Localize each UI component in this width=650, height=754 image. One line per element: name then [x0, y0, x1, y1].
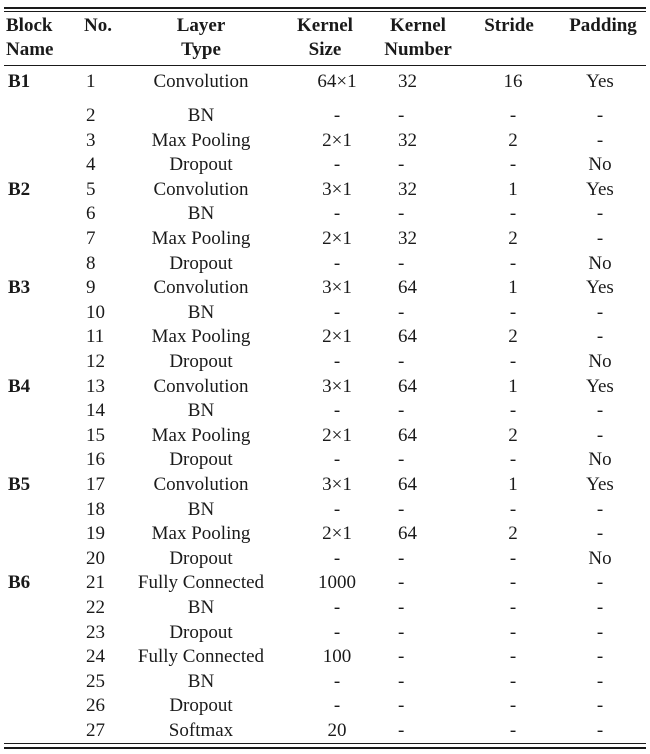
stride-cell: 2 [508, 129, 518, 151]
table-row [0, 129, 650, 153]
kernel-size-cell: - [333, 351, 341, 372]
table-row [0, 473, 650, 497]
block-name-cell: B4 [8, 375, 31, 397]
table-row [0, 670, 650, 694]
stride-cell: - [509, 400, 517, 422]
layer-no-cell: 3 [86, 129, 96, 151]
stride-cell: - [509, 449, 517, 471]
table-row [0, 719, 650, 743]
table-row [0, 571, 650, 595]
layer-no-cell: 16 [86, 449, 105, 471]
stride-cell: 1 [508, 474, 518, 495]
stride-cell: - [509, 105, 517, 126]
block-name-cell: B3 [8, 277, 31, 299]
layer-type-cell: BN [187, 301, 215, 323]
layer-no-cell: 12 [86, 351, 105, 372]
kernel-size-cell: 2×1 [322, 326, 352, 348]
stride-cell: - [509, 154, 517, 176]
header-kernel-number-line1: Kernel [390, 15, 446, 36]
layer-type-cell: BN [187, 597, 215, 618]
layer-no-cell: 6 [86, 203, 96, 225]
block-name-cell [8, 227, 68, 251]
layer-type-cell: Dropout [169, 695, 233, 717]
top-rule-inner [4, 11, 646, 12]
table-row [0, 301, 650, 325]
table-row [0, 498, 650, 522]
stride-cell: - [509, 547, 517, 569]
kernel-size-cell: - [333, 400, 341, 422]
layer-type-cell: Dropout [169, 252, 233, 274]
layer-type-cell: Dropout [169, 449, 233, 471]
padding-cell: - [596, 326, 604, 348]
kernel-size-cell: 3×1 [322, 474, 352, 495]
stride-cell: - [509, 301, 517, 323]
table-row [0, 694, 650, 718]
header-rule [4, 65, 646, 66]
layer-no-cell: 23 [86, 621, 105, 643]
layer-type-cell: Convolution [153, 277, 249, 299]
padding-cell: Yes [586, 474, 614, 495]
layer-no-cell: 24 [86, 646, 105, 668]
kernel-size-cell: - [333, 449, 341, 471]
header-kernel-number [372, 14, 464, 62]
kernel-size-cell: - [333, 301, 341, 323]
stride-cell: - [509, 621, 517, 643]
kernel-size-cell: 100 [322, 646, 352, 668]
padding-cell: - [596, 597, 604, 618]
top-rule-outer [4, 7, 646, 9]
block-name-cell [8, 596, 68, 620]
layer-no-cell: 5 [86, 178, 96, 200]
kernel-number-cell: - [398, 547, 405, 569]
table-row [0, 522, 650, 546]
block-name-cell [8, 670, 68, 694]
block-name-cell: B6 [8, 572, 31, 594]
kernel-size-cell: - [333, 621, 341, 643]
layer-no-cell: 19 [86, 523, 105, 545]
layer-no-cell: 11 [86, 326, 105, 348]
header-padding [560, 14, 646, 38]
header-stride-label: Stride [484, 15, 534, 36]
layer-type-cell: BN [187, 498, 215, 520]
block-name-cell [8, 547, 68, 571]
bottom-rule-inner [4, 743, 646, 744]
layer-type-cell: BN [187, 670, 215, 692]
block-name-cell: B5 [8, 474, 31, 495]
block-name-cell [8, 498, 68, 522]
layer-type-cell: Max Pooling [151, 326, 251, 348]
padding-cell: - [596, 621, 604, 643]
table-row [0, 621, 650, 645]
padding-cell: - [596, 523, 604, 545]
table-row [0, 375, 650, 399]
padding-cell: - [596, 301, 604, 323]
layer-type-cell: Max Pooling [151, 129, 251, 151]
kernel-number-cell: - [398, 301, 405, 323]
stride-cell: - [509, 572, 517, 594]
block-name-cell [8, 448, 68, 472]
block-name-cell: B2 [8, 178, 31, 200]
layer-no-cell: 4 [86, 154, 96, 176]
padding-cell: - [596, 105, 604, 126]
table-row [0, 596, 650, 620]
layer-type-cell: Max Pooling [151, 523, 251, 545]
block-name-cell [8, 424, 68, 448]
layer-type-cell: Max Pooling [151, 424, 251, 446]
kernel-number-cell: - [398, 154, 405, 176]
layer-type-cell: BN [187, 203, 215, 225]
kernel-size-cell: - [333, 547, 341, 569]
layer-no-cell: 13 [86, 375, 105, 397]
header-no-label: No. [84, 15, 112, 36]
padding-cell: - [596, 424, 604, 446]
kernel-number-cell: - [398, 695, 405, 717]
table-row [0, 178, 650, 202]
stride-cell: - [509, 351, 517, 372]
table-row [0, 153, 650, 177]
padding-cell: - [596, 498, 604, 520]
padding-cell: No [588, 449, 612, 471]
kernel-size-cell: - [333, 498, 341, 520]
kernel-size-cell: - [333, 670, 341, 692]
layer-no-cell: 14 [86, 400, 105, 422]
stride-cell: - [509, 646, 517, 668]
stride-cell: - [509, 498, 517, 520]
table-row [0, 350, 650, 374]
header-kernel-size [280, 14, 370, 62]
layer-type-cell: Convolution [153, 71, 249, 92]
layer-type-cell: Dropout [169, 351, 233, 372]
block-name-cell [8, 252, 68, 276]
padding-cell: No [588, 547, 612, 569]
kernel-number-cell: - [398, 621, 405, 643]
padding-cell: No [588, 154, 612, 176]
layer-type-cell: Dropout [169, 154, 233, 176]
layer-no-cell: 20 [86, 547, 105, 569]
block-name-cell [8, 325, 68, 349]
stride-cell: 1 [508, 178, 518, 200]
kernel-number-cell: - [398, 597, 405, 618]
kernel-size-cell: - [333, 203, 341, 225]
kernel-size-cell: 2×1 [322, 523, 352, 545]
header-kernel-size-line2: Size [308, 39, 342, 60]
kernel-number-cell: - [398, 720, 405, 741]
table-row [0, 325, 650, 349]
kernel-number-cell: 32 [398, 129, 417, 151]
layer-type-cell: Dropout [169, 621, 233, 643]
layer-type-cell: BN [187, 400, 215, 422]
layer-no-cell: 2 [86, 105, 96, 126]
kernel-size-cell: 3×1 [322, 277, 352, 299]
table-row [0, 276, 650, 300]
table-row [0, 547, 650, 571]
padding-cell: - [596, 720, 604, 741]
layer-type-cell: Convolution [153, 474, 249, 495]
layer-no-cell: 8 [86, 252, 96, 274]
padding-cell: - [596, 400, 604, 422]
stride-cell: 1 [508, 277, 518, 299]
header-block-name-line2: Name [6, 39, 54, 60]
kernel-number-cell: 64 [398, 424, 417, 446]
block-name-cell [8, 129, 68, 153]
kernel-size-cell: 64×1 [317, 71, 357, 92]
kernel-number-cell: - [398, 646, 405, 668]
stride-cell: 2 [508, 326, 518, 348]
padding-cell: - [596, 572, 604, 594]
layer-no-cell: 10 [86, 301, 105, 323]
stride-cell: - [509, 695, 517, 717]
kernel-size-cell: - [333, 154, 341, 176]
table-row [0, 448, 650, 472]
table-row [0, 399, 650, 423]
kernel-number-cell: - [398, 203, 405, 225]
kernel-number-cell: 32 [398, 178, 417, 200]
layer-type-cell: Convolution [153, 375, 249, 397]
block-name-cell [8, 153, 68, 177]
table-row [0, 202, 650, 226]
kernel-size-cell: 3×1 [322, 375, 352, 397]
kernel-number-cell: - [398, 400, 405, 422]
stride-cell: 2 [508, 228, 518, 249]
stride-cell: - [509, 203, 517, 225]
block-name-cell [8, 202, 68, 226]
kernel-size-cell: - [333, 597, 341, 618]
padding-cell: Yes [586, 375, 614, 397]
kernel-size-cell: - [333, 695, 341, 717]
kernel-size-cell: 1000 [318, 572, 356, 594]
kernel-number-cell: 64 [398, 474, 417, 495]
kernel-number-cell: 32 [398, 228, 417, 249]
layer-type-cell: BN [187, 105, 215, 126]
table-row [0, 645, 650, 669]
kernel-size-cell: 2×1 [322, 228, 352, 249]
layer-type-cell: Convolution [153, 178, 249, 200]
padding-cell: Yes [586, 277, 614, 299]
padding-cell: Yes [586, 71, 614, 92]
block-name-cell [8, 104, 68, 128]
layer-no-cell: 15 [86, 424, 105, 446]
header-block-name-line1: Block [6, 15, 53, 36]
kernel-number-cell: - [398, 449, 405, 471]
stride-cell: - [509, 720, 517, 741]
padding-cell: No [588, 252, 612, 274]
layer-type-cell: Fully Connected [137, 646, 265, 668]
block-name-cell [8, 522, 68, 546]
block-name-cell: B1 [8, 71, 31, 92]
kernel-size-cell: 3×1 [322, 178, 352, 200]
kernel-number-cell: - [398, 572, 405, 594]
header-kernel-size-line1: Kernel [297, 15, 353, 36]
header-block-name [6, 14, 56, 62]
layer-no-cell: 18 [86, 498, 105, 520]
block-name-cell [8, 301, 68, 325]
layer-type-cell: Dropout [169, 547, 233, 569]
layer-type-cell: Fully Connected [137, 572, 265, 594]
layer-type-cell: Max Pooling [151, 228, 251, 249]
padding-cell: - [596, 695, 604, 717]
kernel-number-cell: - [398, 105, 405, 126]
stride-cell: 2 [508, 523, 518, 545]
header-stride [472, 14, 546, 38]
stride-cell: 1 [508, 375, 518, 397]
stride-cell: - [509, 670, 517, 692]
kernel-size-cell: 2×1 [322, 129, 352, 151]
block-name-cell [8, 350, 68, 374]
block-name-cell [8, 399, 68, 423]
kernel-number-cell: 64 [398, 277, 417, 299]
stride-cell: - [509, 252, 517, 274]
kernel-number-cell: 64 [398, 523, 417, 545]
layer-no-cell: 9 [86, 277, 96, 299]
layer-type-cell: Softmax [168, 720, 234, 741]
table-row [0, 104, 650, 128]
layer-no-cell: 17 [86, 474, 105, 495]
header-kernel-number-line2: Number [384, 39, 452, 60]
padding-cell: No [588, 351, 612, 372]
layer-no-cell: 7 [86, 228, 96, 249]
layer-no-cell: 25 [86, 670, 105, 692]
kernel-number-cell: 64 [398, 326, 417, 348]
layer-no-cell: 21 [86, 572, 105, 594]
kernel-number-cell: 32 [398, 71, 417, 92]
padding-cell: - [596, 129, 604, 151]
kernel-size-cell: 20 [327, 720, 347, 741]
block-name-cell [8, 621, 68, 645]
kernel-size-cell: 2×1 [322, 424, 352, 446]
kernel-number-cell: 64 [398, 375, 417, 397]
table-row [0, 252, 650, 276]
padding-cell: - [596, 670, 604, 692]
block-name-cell [8, 694, 68, 718]
layer-no-cell: 1 [86, 71, 96, 92]
header-layer-type-line2: Type [181, 39, 221, 60]
padding-cell: Yes [586, 178, 614, 200]
block-name-cell [8, 645, 68, 669]
kernel-number-cell: - [398, 351, 405, 372]
stride-cell: 2 [508, 424, 518, 446]
layer-no-cell: 27 [86, 720, 105, 741]
layer-no-cell: 22 [86, 597, 105, 618]
stride-cell: 16 [503, 71, 523, 92]
kernel-number-cell: - [398, 252, 405, 274]
block-name-cell [8, 719, 68, 743]
kernel-size-cell: - [333, 105, 341, 126]
padding-cell: - [596, 228, 604, 249]
table-row [0, 424, 650, 448]
padding-cell: - [596, 646, 604, 668]
padding-cell: - [596, 203, 604, 225]
bottom-rule-outer [4, 747, 646, 749]
header-layer-type [118, 14, 284, 62]
kernel-size-cell: - [333, 252, 341, 274]
stride-cell: - [509, 597, 517, 618]
header-padding-label: Padding [569, 15, 637, 36]
kernel-number-cell: - [398, 498, 405, 520]
header-layer-type-line1: Layer [176, 15, 226, 36]
kernel-number-cell: - [398, 670, 405, 692]
table-row [0, 70, 650, 94]
layer-no-cell: 26 [86, 695, 105, 717]
table-row [0, 227, 650, 251]
